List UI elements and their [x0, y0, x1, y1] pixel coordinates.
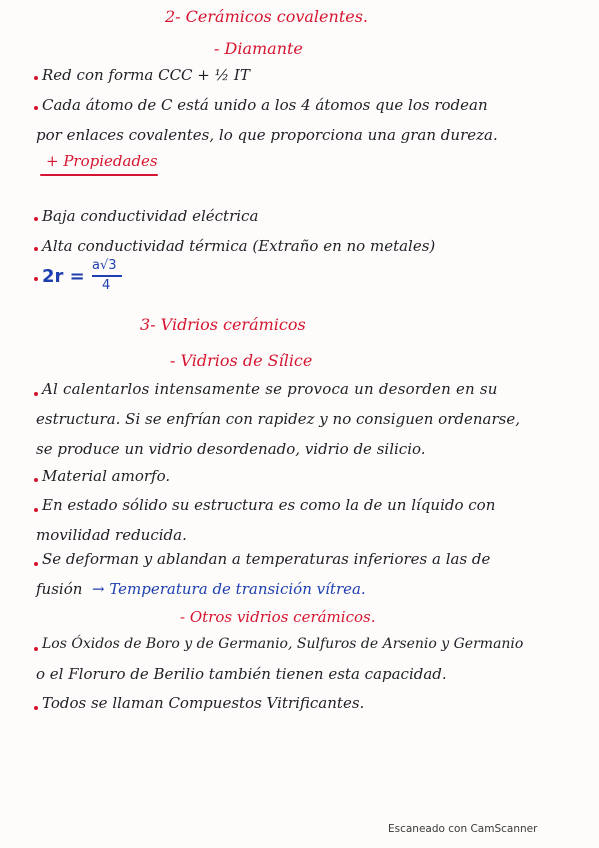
section3-subtitle: - Vidrios de Sílice: [170, 351, 313, 370]
bullet-dot: [34, 106, 38, 110]
silice-line-4: Material amorfo.: [42, 467, 171, 485]
silice-line-5: En estado sólido su estructura es como la de un líquido con: [42, 496, 496, 514]
bullet-dot: [34, 562, 38, 566]
bullet-dot: [34, 247, 38, 251]
otros-line-3: Todos se llaman Compuestos Vitrificantes.: [42, 694, 365, 712]
bullet-dot: [34, 508, 38, 512]
diamante-line-3: por enlaces covalentes, lo que proporciona una gran dureza.: [36, 126, 498, 144]
silice-line-1: Al calentarlos intensamente se provoca un desorden en su: [42, 380, 498, 398]
formula-numerator: a√3: [92, 258, 117, 273]
propiedades-title: + Propiedades: [46, 152, 158, 170]
fraction-bar: [92, 275, 122, 277]
section2-title: 2- Cerámicos covalentes.: [165, 7, 369, 26]
bullet-dot: [34, 647, 38, 651]
radius-formula: [30, 258, 150, 294]
silice-line-7: Se deforman y ablandan a temperaturas inferiores a las de: [42, 550, 491, 568]
bullet-dot: [34, 76, 38, 80]
bullet-dot: [34, 706, 38, 710]
silice-line-8: fusión: [36, 580, 83, 598]
otros-line-2: o el Floruro de Berilio también tienen esta capacidad.: [36, 665, 447, 683]
transicion-vitrea: → Temperatura de transición vítrea.: [92, 580, 366, 598]
otros-vidrios-title: - Otros vidrios cerámicos.: [180, 608, 376, 626]
bullet-dot: [34, 392, 38, 396]
prop-line-2: Alta conductividad térmica (Extraño en no metales): [42, 237, 436, 255]
silice-line-2: estructura. Si se enfrían con rapidez y no consiguen ordenarse,: [36, 410, 520, 428]
bullet-dot: [34, 478, 38, 482]
propiedades-underline: [40, 174, 158, 176]
section2-subtitle: - Diamante: [214, 39, 303, 58]
formula-lhs: 2r =: [42, 266, 85, 287]
section3-title: 3- Vidrios cerámicos: [140, 315, 306, 334]
diamante-line-2: Cada átomo de C está unido a los 4 átomos que los rodean: [42, 96, 488, 114]
silice-line-3: se produce un vidrio desordenado, vidrio de silicio.: [36, 440, 426, 458]
formula-denominator: 4: [102, 278, 111, 293]
prop-line-1: Baja conductividad eléctrica: [42, 207, 259, 225]
otros-line-1: Los Óxidos de Boro y de Germanio, Sulfuros de Arsenio y Germanio: [42, 636, 524, 652]
camscanner-watermark: Escaneado con CamScanner: [388, 823, 538, 835]
bullet-dot: [34, 217, 38, 221]
diamante-line-1: Red con forma CCC + ½ IT: [42, 66, 250, 84]
silice-line-6: movilidad reducida.: [36, 526, 187, 544]
